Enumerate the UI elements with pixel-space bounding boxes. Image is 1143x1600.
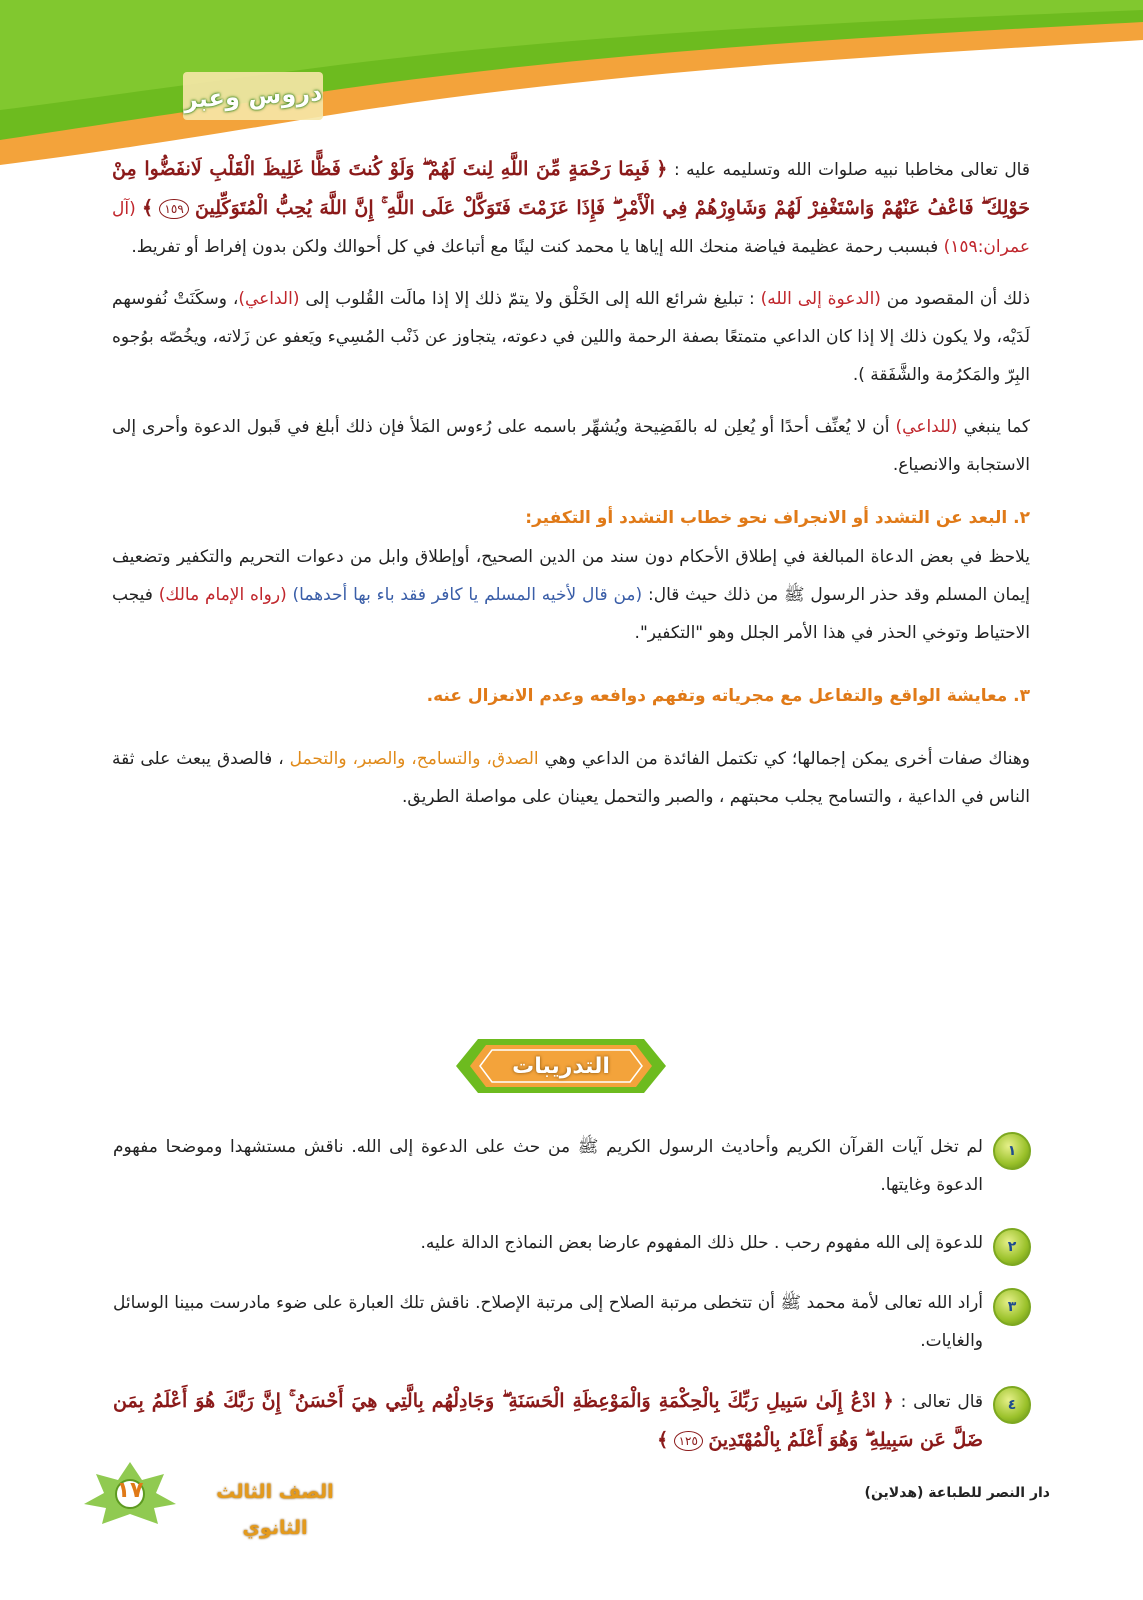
- verse-explanation: فبسبب رحمة عظيمة فياضة منحك الله إياها يا محمد كنت لينًا مع أتباعك في كل أحوالك ولكن بدون إفراط أو تفريط.: [131, 237, 939, 257]
- exercise-text: لم تخل آيات القرآن الكريم وأحاديث الرسول الكريم ﷺ من حث على الدعوة إلى الله. ناقش مستشهدا وموضحا مفهوم الدعوة وغايتها.: [113, 1137, 983, 1195]
- exercise-item: [113, 1382, 1031, 1460]
- text-segment: ، وسكَنَتْ نُفوسهم لَدَيْه، ولا يكون ذلك إلا إذا كان الداعي متمتعًا بصفة الرحمة واللين في دعوته، يتجاوز عن ذَنْب المُسِيء ويَعفو عن زَلاته، ويخُصّه بوُجوه البِرّ والمَكرُمة والشَّفَقة ).: [112, 289, 1030, 385]
- exercise-number-badge: ٢: [993, 1228, 1031, 1266]
- quran-verse: ادْعُ إِلَىٰ سَبِيلِ رَبِّكَ بِالْحِكْمَةِ وَالْمَوْعِظَةِ الْحَسَنَةِ ۖ وَجَادِلْهُم بِالَّتِي هِيَ أَحْسَنُ ۚ إِنَّ رَبَّكَ هُوَ أَعْلَمُ بِمَن ضَلَّ عَن سَبِيلِهِ ۖ وَهُوَ أَعْلَمُ بِالْمُهْتَدِينَ: [113, 1390, 983, 1451]
- term-dawah: (الدعوة إلى الله): [760, 289, 881, 309]
- lesson-body: [112, 150, 1030, 816]
- exercise-number-badge: ١: [993, 1132, 1031, 1170]
- text-segment: أن لا يُعنِّف أحدًا أو يُعلِن له بالفَضِيحة ويُشهِّر باسمه على رُءوس المَلأ فإن ذلك أبلغ في قَبول الدعوة وأحرى إلى الاستجابة والانصياع.: [112, 417, 1030, 475]
- footer-publisher: دار النصر للطباعة (هدلاين): [864, 1485, 1050, 1501]
- hadith-quote: (من قال لأخيه المسلم يا كافر فقد باء بها أحدهما): [292, 585, 643, 605]
- quran-open-bracket: ﴿: [656, 158, 668, 180]
- text-segment: ، فالصدق يبعث على ثقة الناس في الداعية ، والتسامح يجلب محبتهم ، والصبر والتحمل يعينان على مواصلة الطريق.: [112, 749, 1030, 807]
- text-segment: ذلك أن المقصود من: [886, 289, 1031, 309]
- text-segment: يلاحظ في بعض الدعاة المبالغة في إطلاق الأحكام دون سند من الدين الصحيح، أوإطلاق وابل من دعوات التحريم والتكفير وتضعيف إيمان المسلم وقد حذر الرسول ﷺ من ذلك حيث قال:: [112, 547, 1030, 605]
- header-banner: [0, 0, 1143, 170]
- page-number: ١٧: [116, 1478, 144, 1503]
- exercise-number-badge: ٤: [993, 1386, 1031, 1424]
- heading-point-2: ٢. البعد عن التشدد أو الانجراف نحو خطاب التشدد أو التكفير:: [525, 508, 1030, 528]
- exercise-text: للدعوة إلى الله مفهوم رحب . حلل ذلك المفهوم عارضا بعض النماذج الدالة عليه.: [420, 1233, 983, 1253]
- term-daee: (الداعي): [238, 289, 300, 309]
- verse-intro: قال تعالى مخاطبا نبيه صلوات الله وتسليمه عليه :: [673, 160, 1030, 180]
- text-segment: : تبليغ شرائع الله إلى الخَلْق ولا يتمّ ذلك إلا إذا مالَت القُلوب إلى: [305, 289, 755, 309]
- section-tag: دروس وعبر: [183, 78, 323, 114]
- paragraph-quran-verse: [112, 150, 1030, 266]
- exercise-text: [113, 1382, 983, 1460]
- quran-close-bracket: ﴾: [142, 197, 154, 219]
- exercise-item: [113, 1224, 1031, 1262]
- paragraph-dawah-meaning: [112, 280, 1030, 394]
- exercise-text: أراد الله تعالى لأمة محمد ﷺ أن تتخطى مرتبة الصلاح إلى مرتبة الإصلاح. ناقش تلك العبارة على ضوء مادرست مبينا الوسائل والغايات.: [113, 1293, 983, 1351]
- quran-close-bracket: ﴾: [657, 1429, 669, 1451]
- traits-list: الصدق، والتسامح، والصبر، والتحمل: [289, 749, 539, 769]
- paragraph-traits: [112, 740, 1030, 816]
- text-segment: وهناك صفات أخرى يمكن إجمالها؛ كي تكتمل الفائدة من الداعي وهي: [544, 749, 1030, 769]
- exercise-item: [113, 1128, 1031, 1204]
- quran-verse: فَبِمَا رَحْمَةٍ مِّنَ اللَّهِ لِنتَ لَهُمْ ۖ وَلَوْ كُنتَ فَظًّا غَلِيظَ الْقَلْبِ لَانفَضُّوا مِنْ حَوْلِكَ ۖ فَاعْفُ عَنْهُمْ وَاسْتَغْفِرْ لَهُمْ وَشَاوِرْهُمْ فِي الْأَمْرِ ۖ فَإِذَا عَزَمْتَ فَتَوَكَّلْ عَلَى اللَّهِ ۚ إِنَّ اللَّهَ يُحِبُّ الْمُتَوَكِّلِينَ: [112, 158, 1031, 219]
- footer-grade: الصف الثالث الثانوي: [216, 1481, 334, 1539]
- exercises-title: التدريبات: [512, 1053, 610, 1079]
- hadith-narrator: (رواه الإمام مالك): [158, 585, 287, 605]
- ayah-number: ١٥٩: [159, 199, 188, 219]
- verse-reference: (آل عمران:١٥٩): [112, 199, 1030, 257]
- text-segment: فيجب الاحتياط وتوخي الحذر في هذا الأمر الجلل وهو "التكفير".: [112, 585, 1030, 643]
- quran-open-bracket: ﴿: [882, 1390, 894, 1412]
- verse-intro: قال تعالى :: [900, 1392, 984, 1412]
- paragraph-takfir: [112, 538, 1030, 652]
- term-daee: (للداعي): [895, 417, 958, 437]
- exercise-number-badge: ٣: [993, 1288, 1031, 1326]
- ayah-number: ١٢٥: [674, 1431, 703, 1451]
- exercise-item: [113, 1284, 1031, 1360]
- heading-point-3: ٣. معايشة الواقع والتفاعل مع مجرياته وتفهم دوافعه وعدم الانعزال عنه.: [426, 686, 1030, 706]
- text-segment: كما ينبغي: [963, 417, 1031, 437]
- paragraph-daee-conduct: [112, 408, 1030, 484]
